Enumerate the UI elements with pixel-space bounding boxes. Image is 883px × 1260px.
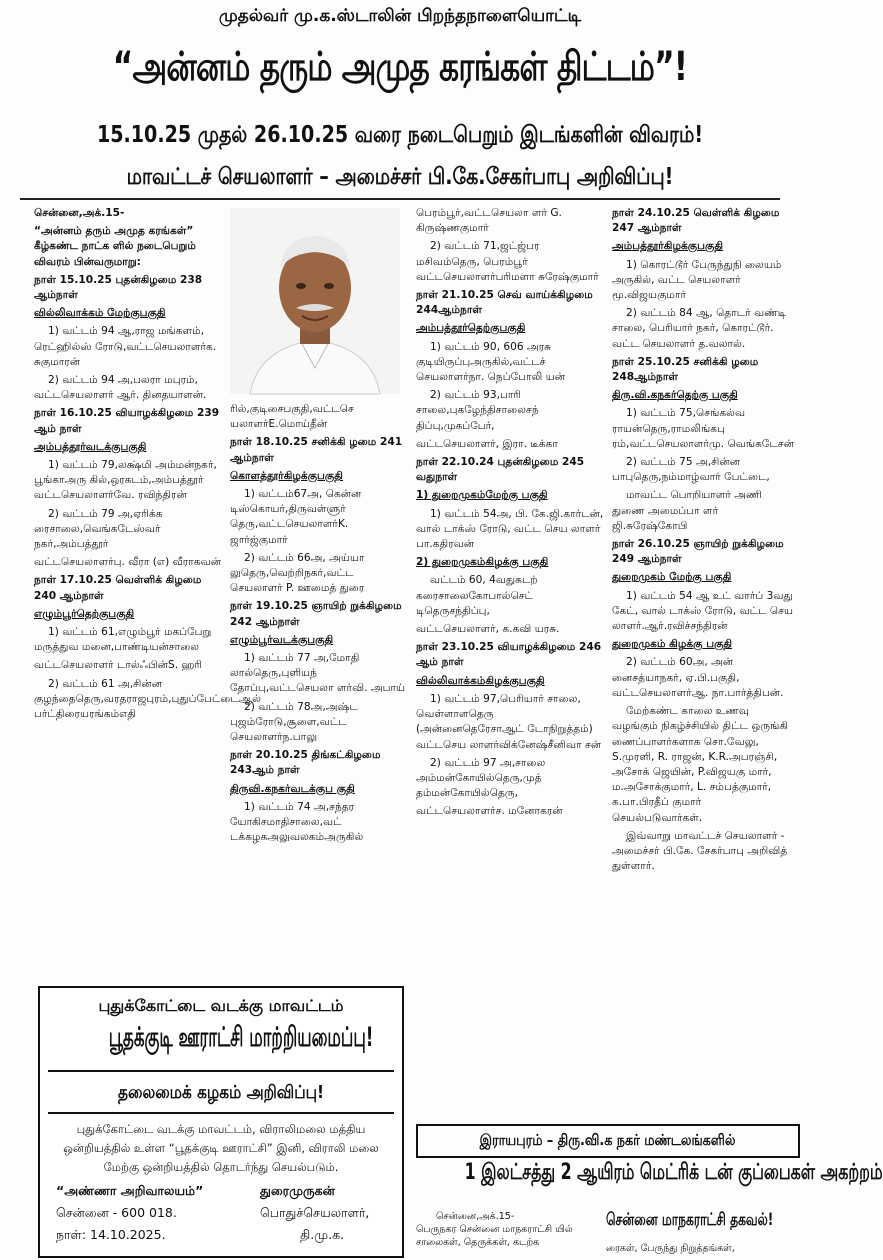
day-heading: நாள் 17.10.25 வெள்ளிக் கிழமை 240 ஆம்நாள் — [34, 574, 202, 602]
area-heading: அம்பத்தூர்தெற்குபகுதி — [416, 322, 526, 335]
paragraph: 2) வட்டம் 71,ஜட்ஜ்பர மசிவம்தெரு, பெரம்பூர் வட்டசெயலாளர்பரிமளா சுரேஷ்குமார் — [416, 240, 599, 283]
day-heading: நாள் 20.10.25 திங்கட்கிழமை 243ஆம் நாள் — [230, 749, 381, 777]
paragraph: வட்டசெயலாளர்ச. மனோகரன் — [416, 805, 563, 818]
news2-dateline: சென்னை,அக்.15- — [436, 1211, 515, 1222]
paragraph: வட்டம் 60, 4வதுகடற் கரைசாலைகோபால்செட் டிதெருசந்திப்பு, — [416, 574, 538, 617]
area-heading: எழும்பூர்தெற்குபகுதி — [34, 607, 135, 620]
area-heading: வில்லிவாக்கம் மேற்குபகுதி — [34, 307, 166, 320]
headline-subtitle: 15.10.25 முதல் 26.10.25 வரை நடைபெறும் இடங்களின் விவரம்! — [96, 122, 704, 148]
dateline: சென்னை,அக்.15- — [34, 207, 125, 219]
paragraph: மாவட்ட பொறியாளர் அணி துணை அமைப்பா ளர் ஜி.சுரேஷ்கோபி — [612, 489, 762, 532]
headline-subtitle2: மாவட்டச் செயலாளர் – அமைச்சர் பி.கே.சேகர்பாபு அறிவிப்பு! — [126, 164, 674, 190]
day-heading: நாள் 18.10.25 சனிக்கி ழமை 241 ஆம்நாள் — [230, 436, 403, 464]
ad-divider — [48, 1112, 394, 1114]
area-heading: 1) துறைமுகம்மேற்கு பகுதி — [416, 489, 548, 502]
day-heading: நாள் 19.10.25 ஞாயிற் றுக்கிழமை 242 ஆம்நாள் — [230, 600, 402, 628]
header-kicker: முதல்வர் மு.க.ஸ்டாலின் பிறந்தநாளையொட்டி — [218, 6, 582, 26]
news2-kicker-box — [416, 1124, 800, 1158]
area-heading: அம்பத்தூர்கிழக்குபகுதி — [612, 240, 724, 253]
news2-lead-text: பெருநகர சென்னை மாநகராட்சி யில் சாலைகள், தெருக்கள், கடற்க — [416, 1224, 573, 1248]
column-4 — [612, 206, 794, 1114]
ad-city: சென்னை - 600 018. — [56, 1205, 177, 1220]
paragraph: வட்டசெயலாளர் டால்ஃபின்S. ஹரி — [34, 659, 203, 672]
day-heading: நாள் 26.10.25 ஞாயிற் றுக்கிழமை 249 ஆம்நாள் — [612, 538, 784, 566]
ad-notice: தலைமைக் கழகம் அறிவிப்பு! — [118, 1082, 324, 1103]
minister-photo — [230, 208, 400, 394]
day-heading: நாள் 16.10.25 வியாழக்கிழமை 239 ஆம் நாள் — [34, 407, 220, 435]
paragraph: 1) வட்டம் 77 அ,மோதி லால்தெரு,புளியந் தோப்பு,வட்டசெயலா ளர்வி. அபாய் — [230, 652, 406, 695]
paragraph: 1) வட்டம் 79,லக்ஷ்மி அம்மன்நகர், பூங்காஅரு கில்,ஒரகடம்,அம்பத்தூர் வட்டசெயலாளர்வே. ரவிந்திரன் — [34, 459, 217, 502]
paragraph: பெரம்பூர்,வட்டசெயலா ளர் G. கிருஷ்ணகுமார் — [416, 207, 562, 235]
paragraph: இவ்வாறு மாவட்டச் செயலாளர் - அமைச்சர் பி.கே. சேகர்பாபு அறிவித் துள்ளார். — [612, 829, 788, 873]
paragraph: 1) கொரட்டூர் பேருந்துநி லையம் அருகில், வட்ட செயலாளர் மூ.விஜயகுமார் — [612, 258, 782, 302]
header-divider — [20, 198, 780, 200]
news2-lead — [416, 1210, 596, 1249]
day-heading: நாள் 25.10.25 சனிக்கி ழமை 248ஆம்நாள் — [612, 355, 759, 384]
paragraph: 2) வட்டம் 78அ,அஷ்ட புஜம்ரோடு,சூளை,வட்ட செயலாளர்ந.பாலு — [230, 700, 358, 744]
paragraph: 1) வட்டம் 94 ஆ,ராஜ மங்களம், ரெட்ஹில்ஸ் ரோடு,வட்டசெயலாளர்க. சுகுமாரன் — [34, 325, 217, 368]
area-heading: திரு.வி.கநகர்தெற்கு பகுதி — [612, 389, 738, 402]
paragraph: 2) வட்டம் 66அ, அய்யா லுதெரு,வெற்றிநகர்,வட்ட செயலாளர் P. ஊமைத் துரை — [230, 551, 365, 595]
headline-title: “அன்னம் தரும் அமுத கரங்கள் திட்டம்”! — [112, 44, 688, 90]
paragraph: 2) வட்டம் 60அ, அன் னைசத்யாநகர், ஏ.பி.பகுதி, வட்டசெயலாளர்ஆ. நா.பார்த்திபன். — [612, 656, 784, 699]
news2-sub-lead: ரைகள், பேருந்து நிறுத்தங்கள், — [606, 1243, 735, 1254]
paragraph: 2) வட்டம் 97 அ,சாலை அம்மன்கோயில்தெரு,முத் தம்மன்கோயில்தெரு, — [416, 756, 546, 800]
paragraph: 1) வட்டம் 74 அ,சந்தர யோகிசமாதிசாலை,வட் டக்கழகஅலுவலகம்அருகில் — [230, 800, 364, 844]
paragraph: 1) வட்டம் 90, 606 அரசு குடியிருப்புஅருகில்,வட்டச் செயலாளர்நா. நெப்போலி யன் — [416, 340, 566, 384]
paragraph: 1) வட்டம் 54 ஆ உட் வார்ப் 3வது கேட், வால் டாக்ஸ் ரோடு, வட்ட செய லாளர்.ஆர்.ரவிச்சந்திரன் — [612, 589, 794, 633]
paragraph: 2) வட்டம் 79 அ,ஏரிக்க ரைசாலை,வெங்கடேஸ்வர் நகர்,அம்பத்தூர் — [34, 507, 163, 551]
paragraph: 2) வட்டம் 93,பாரி சாலை,புகழேந்திசாலைசந் திப்பு,முகப்பேர், — [416, 389, 539, 432]
area-heading: எழும்பூர்வடக்குபகுதி — [230, 633, 334, 646]
area-heading: திருவி.கநகர்வடக்குப குதி — [230, 782, 355, 795]
portrait-illustration — [230, 208, 400, 394]
ad-signatory: துரைமுருகன் — [260, 1183, 335, 1198]
ad-divider — [48, 1070, 394, 1072]
column-2 — [230, 402, 408, 978]
paragraph: மேற்கண்ட காலை உணவு வழங்கும் நிகழ்ச்சியில் திட்ட ஒருங்கி ணைப்பாளர்களாக சொ.வேலு, S.முரளி, R. ராஜன், K.R.அபரஞ்சி, அசோக் ஜெயின், P.விஜயகு மார், ம.அசோக்குமார், L. சம்பத்குமார், க.பா.பிரதீப் குமார் செயல்படுவார்கள். — [612, 705, 789, 824]
paragraph: 2) வட்டம் 61 அ,சின்ன குழந்தைதெரு,வரதராஜபுரம்,புதுப்பேட்டைஆல் பர்ட்திரையரங்கம்எதி — [34, 677, 261, 721]
area-heading: கொளத்தூர்கிழக்குபகுதி — [230, 469, 343, 482]
announcement-box — [38, 986, 404, 1258]
paragraph: வட்டசெயலாளர், க.கவி யரசு. — [416, 623, 560, 636]
ad-date: நாள்: 14.10.2025. — [56, 1227, 166, 1242]
day-heading: நாள் 22.10.24 புதன்கிழமை 245 வதுநாள் — [416, 456, 585, 484]
ad-office: “அண்ணா அறிவாலயம்” — [56, 1183, 204, 1198]
ad-party: தி.மு.க. — [300, 1227, 345, 1242]
paragraph: 1) வட்டம் 75,செங்கல்வ ராயன்தெரு,ராமலிங்கபு ரம்,வட்டசெயலாளர்மு. வெங்கடேசன் — [612, 407, 795, 450]
paragraph: “அன்னம் தரும் அமுத கரங்கள்” கீழ்கண்ட நாட்க ளில் நடைபெறும் விவரம் பின்வருமாறு: — [34, 225, 196, 268]
paragraph: 1) வட்டம்67அ, கென்ன டிஸ்கொயர்,திருவள்ளுர் தெரு,வட்டசெயலாளர்K. ஜார்ஜ்குமார் — [230, 488, 362, 546]
area-heading: அம்பத்தூர்வடக்குபகுதி — [34, 440, 147, 453]
paragraph: 1) வட்டம் 54அ, பி. கே.ஜி.கார்டன், வால் டாக்ஸ் ரோடு, வட்ட செய லாளர் பா.கதிரவன் — [416, 507, 604, 551]
paragraph: 2) வட்டம் 84 ஆ, தொடர் வண்டி சாலை, பெரியார் நகர், கொரட்டூர். வட்ட செயலாளர் த.வலால். — [612, 307, 787, 350]
area-heading: வில்லிவாக்கம்கிழக்குபகுதி — [416, 674, 545, 687]
day-heading: நாள் 21.10.25 செவ் வாய்க்கிழமை 244ஆம்நாள் — [416, 289, 593, 317]
ad-headline: பூதக்குடி ஊராட்சி மாற்றியமைப்பு! — [108, 1022, 374, 1053]
paragraph: 2) வட்டம் 94 அ,பலரா மபுரம், வட்டசெயலாளர் ஆர். தினதயாளன். — [34, 374, 207, 402]
area-heading: 2) துறைமுகம்கிழக்கு பகுதி — [416, 556, 549, 569]
ad-body: புதுக்கோட்டை வடக்கு மாவட்டம், விராலிமலை மத்திய ஒன்றியத்தில் உள்ள “பூதக்குடி ஊராட்சி” இனி, விராலி மலை மேற்கு ஒன்றியத்தில் தொடர்ந்து செயல்படும். — [63, 1122, 379, 1174]
area-heading: துறைமுகம் மேற்கு பகுதி — [612, 571, 732, 584]
area-heading: துறைமுகம் கிழக்கு பகுதி — [612, 638, 733, 651]
news2-kicker: இராயபுரம் – திரு.வி.க நகர் மண்டலங்களில் — [480, 1131, 736, 1149]
column-3 — [416, 206, 604, 1114]
ad-district: புதுக்கோட்டை வடக்கு மாவட்டம் — [98, 996, 344, 1015]
paragraph: 1) வட்டம் 97,பெரியார் சாலை, வெள்ளாளதெரு (அன்னைதெரேசாஆட் டோநிறுத்தம்) வட்டசெய லாளர்விக்னேஷ்சீனிவா சன் — [416, 692, 602, 751]
paragraph: 1) வட்டம் 61,எழும்பூர் மகப்பேறு மருத்துவ மனை,பாண்டியன்சாலை — [34, 626, 212, 654]
paragraph: 2) வட்டம் 75 அ,சின்ன பாபுதெரு,நம்மாழ்வார் பேட்டை, — [612, 456, 770, 484]
paragraph: வட்டசெயலாளர், இரா. டீக்கா — [416, 437, 558, 450]
news2-sub-headline: சென்னை மாநகராட்சி தகவல்! — [606, 1210, 774, 1230]
column-1 — [34, 206, 261, 978]
day-heading: நாள் 24.10.25 வெள்ளிக் கிழமை 247 ஆம்நாள் — [612, 207, 780, 235]
paragraph: ரில்,குடிசைபகுதி,வட்டசெ யலாளர்E.மொய்தீன் — [230, 403, 354, 431]
day-heading: நாள் 15.10.25 புதன்கிழமை 238 ஆம்நாள் — [34, 273, 203, 302]
day-heading: நாள் 23.10.25 வியாழக்கிழமை 246 ஆம் நாள் — [416, 641, 602, 669]
paragraph: வட்டசெயலாளர்பு. வீரா (எ) வீராகவன் — [34, 556, 221, 569]
news2-headline: 1 இலட்சத்து 2 ஆயிரம் மெட்ரிக் டன் குப்பைகள் அகற்றம் — [464, 1160, 883, 1185]
ad-role: பொதுச்செயலாளர், — [260, 1205, 370, 1220]
